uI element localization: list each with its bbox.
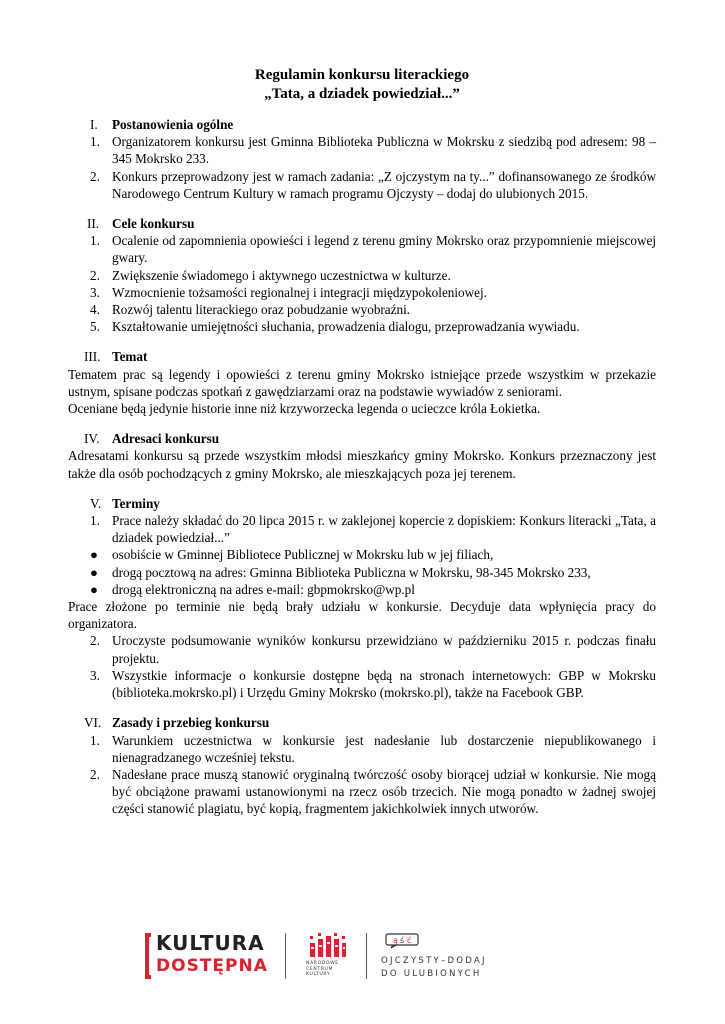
section-title: Postanowienia ogólne [112,117,234,132]
svg-text:ć: ć [407,936,412,945]
item-text: Nadesłane prace muszą stanowić oryginalną twórczość osoby biorącej udział w konkursie. Nie mogą być obciążone prawami ustanowionymi na rzecz osób trzecich. Nie mogą ponadto w żadnej swojej części stanowić plagiatu, być kopią, fragmentem jakichkolwiek innych utworów. [112,766,656,817]
ojczysty-text-line2: DO ULUBIONYCH [381,969,482,979]
section-heading [68,430,656,447]
section-rules [68,714,656,817]
document-page [68,66,656,831]
nck-text: NARODOWE CENTRUM KULTURY [306,961,339,977]
title-line-2: „Tata, a dziadek powiedział...” [264,86,460,102]
paragraph: Tematem prac są legendy i opowieści z terenu gminy Mokrsko istniejące przede wszystkim w przekazie ustnym, spisane podczas spotkań z gawędziarzami oraz na podstawie wywiadów z seniorami. [68,366,656,399]
section-numeral: VI. [84,715,102,731]
bullet-item [68,581,656,598]
item-number: 5. [90,319,100,335]
footer-logos [145,928,555,984]
section-title: Cele konkursu [112,216,195,232]
bullet-icon: ● [90,581,98,597]
item-number: 2. [90,267,100,283]
item-text: Wszystkie informacje o konkursie dostępne będą na stronach internetowych: GBP w Mokrsku (biblioteka.mokrsko.pl) i Urzędu Gminy Mokrsko (mokrsko.pl), także na Facebook GBP. [112,667,656,701]
logo-text-dostepna: DOSTĘPNA [156,956,268,976]
svg-text:ą: ą [393,936,398,945]
logo-divider [285,933,286,979]
section-numeral: II. [87,216,100,232]
list-item [68,284,656,301]
list-item [68,766,656,818]
item-number: 4. [90,302,100,318]
item-number: 3. [90,284,100,300]
paragraph: Oceniane będą jedynie historie inne niż krzyworzecka legenda o ucieczce króla Łokietka. [68,401,541,417]
bullet-item [68,546,656,563]
bullet-text: osobiście w Gminnej Bibliotece Publicznej w Mokrsku lub w jej filiach, [112,547,494,563]
list-item [68,301,656,318]
list-item [68,267,656,284]
item-number: 2. [90,766,100,782]
item-text: Organizatorem konkursu jest Gminna Biblioteka Publiczna w Mokrsku z siedzibą pod adresem: 98 – 345 Mokrsko 233. [112,134,656,167]
section-heading [68,348,656,365]
section-goals [68,215,656,335]
item-text: Warunkiem uczestnictwa w konkursie jest nadesłanie lub dostarczenie niepublikowanego i nienagradzanego wcześniej tekstu. [112,732,656,765]
item-number: 2. [90,633,100,649]
item-number: 1. [90,134,100,150]
list-item [68,667,656,701]
nck-emblem-icon [308,933,348,961]
ojczysty-text-line1: OJCZYSTY–DODAJ [381,956,487,966]
svg-text:ś: ś [400,936,405,945]
item-text: Konkurs przeprowadzony jest w ramach zadania: „Z ojczystym na ty...” dofinansowanego ze środków Narodowego Centrum Kultury w ramach programu Ojczysty – dodaj do ulubionych 2015. [112,168,656,201]
item-text: Zwiększenie świadomego i aktywnego uczestnictwa w kulturze. [112,267,451,283]
list-item [68,512,656,546]
item-text: Ocalenie od zapomnienia opowieści i legend z terenu gminy Mokrsko oraz przypomnienie miejscowej gwary. [112,233,656,266]
numbered-list [68,133,656,202]
bullet-text: drogą pocztową na adres: Gminna Biblioteka Publiczna w Mokrsku, 98-345 Mokrsko 233, [112,564,591,580]
item-text: Kształtowanie umiejętności słuchania, prowadzenia dialogu, przeprowadzania wywiadu. [112,319,580,335]
title-line-1: Regulamin konkursu literackiego [254,67,470,83]
section-title: Zasady i przebieg konkursu [112,715,270,731]
numbered-list [68,732,656,818]
numbered-list [68,232,656,335]
section-heading [68,215,656,232]
numbered-list [68,512,656,546]
list-item [68,232,656,266]
section-numeral: I. [90,117,98,132]
document-title [68,66,656,104]
paragraph: Adresatami konkursu są przede wszystkim młodsi mieszkańcy gminy Mokrsko. Konkurs przeznaczony jest także dla osób pochodzących z gminy Mokrsko, ale mieszkających poza jej terenem. [68,448,656,481]
section-numeral: III. [84,349,101,365]
paragraph: Prace złożone po terminie nie będą brały udziału w konkursie. Decyduje data wpłynięcia pracy do organizatora. [68,599,656,632]
bullet-icon: ● [90,547,98,563]
section-numeral: V. [90,495,102,511]
item-text: Rozwój talentu literackiego oraz pobudzanie wyobraźni. [112,302,411,318]
numbered-list [68,632,656,701]
list-item [68,732,656,766]
section-heading [68,714,656,731]
bullet-list [68,546,656,598]
item-number: 3. [90,667,100,683]
item-text: Prace należy składać do 20 lipca 2015 r. w zaklejonej kopercie z dopiskiem: Konkurs literacki „Tata, a dziadek powiedział...” [112,513,656,546]
section-title: Temat [112,349,148,365]
bullet-item [68,564,656,581]
list-item [68,318,656,335]
item-number: 1. [90,233,100,249]
logo-divider [366,933,367,979]
kultura-dostepna-logo [145,931,273,981]
bullet-text: drogą elektroniczną na adres e-mail: gbpmokrsko@wp.pl [112,581,415,597]
section-heading [68,495,656,512]
logo-text-kultura: KULTURA [156,931,265,955]
list-item [68,133,656,167]
item-number: 1. [90,732,100,748]
list-item [68,168,656,202]
item-number: 2. [90,168,100,184]
speech-bubble-icon [385,933,419,949]
section-deadlines [68,495,656,701]
nck-logo [300,931,354,981]
list-item [68,632,656,666]
item-text: Uroczyste podsumowanie wyników konkursu przewidziano w październiku 2015 r. podczas finału projektu. [112,633,656,666]
section-heading [68,116,656,133]
logo-bracket-icon [145,933,151,979]
section-general-provisions [68,116,656,202]
section-title: Terminy [112,495,160,511]
section-title: Adresaci konkursu [112,431,220,447]
section-recipients [68,430,656,482]
ojczysty-logo [381,931,549,981]
item-number: 1. [90,513,100,529]
section-theme [68,348,656,417]
section-numeral: IV. [84,431,100,447]
bullet-icon: ● [90,564,98,580]
item-text: Wzmocnienie tożsamości regionalnej i integracji międzypokoleniowej. [112,284,487,300]
